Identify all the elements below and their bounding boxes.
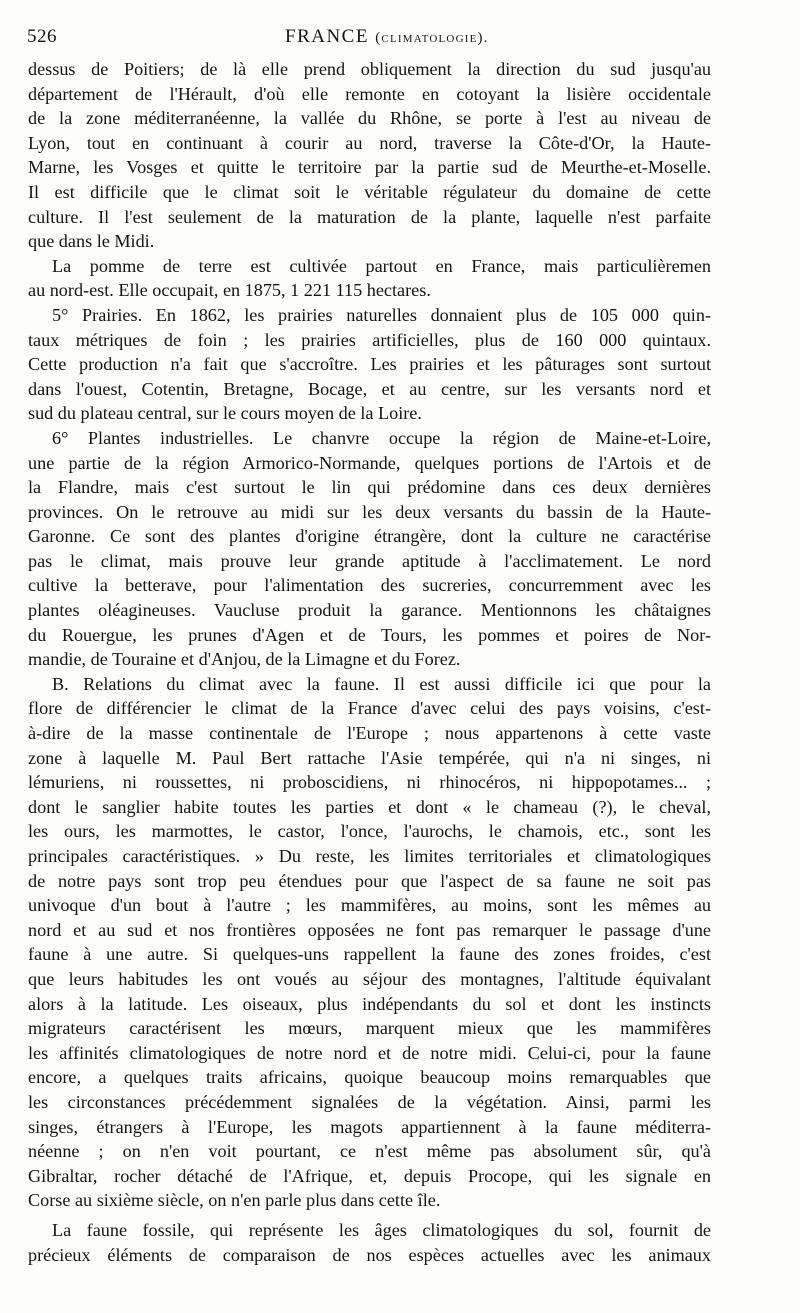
text-line: La pomme de terre est cultivée partout en France, mais particulièremen [52, 255, 711, 276]
text-line: lémuriens, ni roussettes, ni proboscidiens, ni rhinocéros, ni hippopotames... ; [28, 772, 711, 793]
text-line: flore de différencier le climat de la France d'avec celui des pays voisins, c'est- [28, 698, 711, 719]
text-line: département de l'Hérault, d'où elle remonte en cotoyant la lisière occidentale [28, 83, 711, 104]
text-line: Lyon, tout en continuant à courir au nord, traverse la Côte-d'Or, la Haute- [28, 132, 711, 153]
text-line: sud du plateau central, sur le cours moyen de la Loire. [28, 403, 422, 424]
text-line: zone à laquelle M. Paul Bert rattache l'Asie tempérée, qui n'a ni singes, ni [28, 747, 711, 768]
text-line: néenne ; on n'en voit pourtant, ce n'est même pas absolument sûr, qu'à [28, 1141, 711, 1162]
text-line: que leurs habitudes les ont voués au séjour des montagnes, l'altitude équivalant [28, 968, 711, 989]
text-line: cultive la betterave, pour l'alimentation des sucreries, concurremment avec les [28, 575, 711, 596]
text-line: encore, a quelques traits africains, quoique beaucoup moins remarquables que [28, 1067, 711, 1088]
section-plantes-industrielles-line: 6° Plantes industrielles. Le chanvre occupe la région de Maine-et-Loire, [52, 427, 711, 448]
text-line: plantes oléagineuses. Vaucluse produit la garance. Mentionnons les châtaignes [28, 600, 711, 621]
text-line: Garonne. Ce sont des plantes d'origine étrangère, dont la culture ne caractérise [28, 526, 711, 547]
text-line: Marne, les Vosges et quitte le territoire par la partie sud de Meurthe-et-Moselle. [28, 157, 711, 178]
text-line: provinces. On le retrouve au midi sur les deux versants du bassin de la Haute- [28, 501, 711, 522]
page-header [27, 26, 738, 50]
text-line: dans l'ouest, Cotentin, Bretagne, Bocage, et au centre, sur les versants nord et [28, 378, 711, 399]
text-line: la Flandre, mais c'est surtout le lin qui prédomine dans ces deux dernières [28, 477, 711, 498]
running-title [285, 26, 489, 48]
text-line: du Rouergue, les prunes d'Agen et de Tours, les pommes et poires de Nor- [28, 624, 711, 645]
text-line: principales caractéristiques. » Du reste, les limites territoriales et climatologiques [28, 846, 711, 866]
text-line: les affinités climatologiques de notre nord et de notre midi. Celui-ci, pour la faune [28, 1042, 711, 1063]
body-text [28, 57, 711, 1267]
text-line: singes, étrangers à l'Europe, les magots appartiennent à la faune méditerra- [28, 1116, 711, 1137]
running-title-main: FRANCE [285, 26, 369, 47]
running-title-sub: (climatologie). [375, 30, 489, 46]
text-line: nord et au sud et nos frontières opposées ne font pas remarquer le passage d'une [28, 919, 711, 940]
text-line: de la zone méditerranéenne, la vallée du Rhône, se porte à l'est au niveau de [28, 108, 711, 129]
text-line: que dans le Midi. [28, 231, 155, 252]
text-line: Gibraltar, rocher détaché de l'Afrique, et, depuis Procope, qui les signale en [28, 1165, 711, 1186]
text-line: taux métriques de foin ; les prairies artificielles, plus de 160 000 quintaux. [28, 329, 711, 350]
text-line: les ours, les marmottes, le castor, l'once, l'aurochs, le chamois, etc., sont les [28, 821, 711, 842]
text-line: dessus de Poitiers; de là elle prend obliquement la direction du sud jusqu'au [28, 59, 711, 79]
section-prairies-line: 5° Prairies. En 1862, les prairies naturelles donnaient plus de 105 000 quin- [52, 304, 711, 325]
text-line: de notre pays sont trop peu étendues pour que l'aspect de sa faune ne soit pas [28, 870, 711, 891]
text-line: alors à la latitude. Les oiseaux, plus indépendants du sol et dont les instincts [28, 993, 711, 1014]
text-line: au nord-est. Elle occupait, en 1875, 1 221 115 hectares. [28, 280, 431, 301]
text-line: Il est difficile que le climat soit le véritable régulateur du domaine de cette [28, 181, 711, 202]
text-line: La faune fossile, qui représente les âges climatologiques du sol, fournit de [52, 1219, 711, 1240]
text-line: culture. Il l'est seulement de la maturation de la plante, laquelle n'est parfaite [28, 206, 711, 227]
text-line: à-dire de la masse continentale de l'Europe ; nous appartenons à cette vaste [28, 723, 711, 744]
text-line: précieux éléments de comparaison de nos espèces actuelles avec les animaux [28, 1244, 711, 1265]
text-line: les circonstances précédemment signalées de la végétation. Ainsi, parmi les [28, 1091, 711, 1112]
text-line: dont le sanglier habite toutes les parties et dont « le chameau (?), le cheval, [28, 796, 711, 817]
text-line: Cette production n'a fait que s'accroître. Les prairies et les pâturages sont surtout [28, 354, 711, 375]
section-faune-heading-line: B. Relations du climat avec la faune. Il est aussi difficile ici que pour la [52, 673, 711, 694]
text-line: Corse au sixième siècle, on n'en parle plus dans cette île. [28, 1190, 441, 1211]
page-number: 526 [27, 26, 57, 47]
text-line: mandie, de Touraine et d'Anjou, de la Limagne et du Forez. [28, 649, 461, 670]
text-line: univoque d'un bout à l'autre ; les mammifères, au moins, sont les mêmes au [28, 895, 711, 916]
text-line: migrateurs caractérisent les mœurs, marquent mieux que les mammifères [28, 1018, 711, 1039]
text-line: pas le climat, mais prouve leur grande aptitude à l'acclimatement. Le nord [28, 550, 711, 571]
text-line: faune à une autre. Si quelques-uns rappellent la faune des zones froides, c'est [28, 944, 711, 965]
text-line: une partie de la région Armorico-Normande, quelques portions de l'Artois et de [28, 452, 711, 473]
